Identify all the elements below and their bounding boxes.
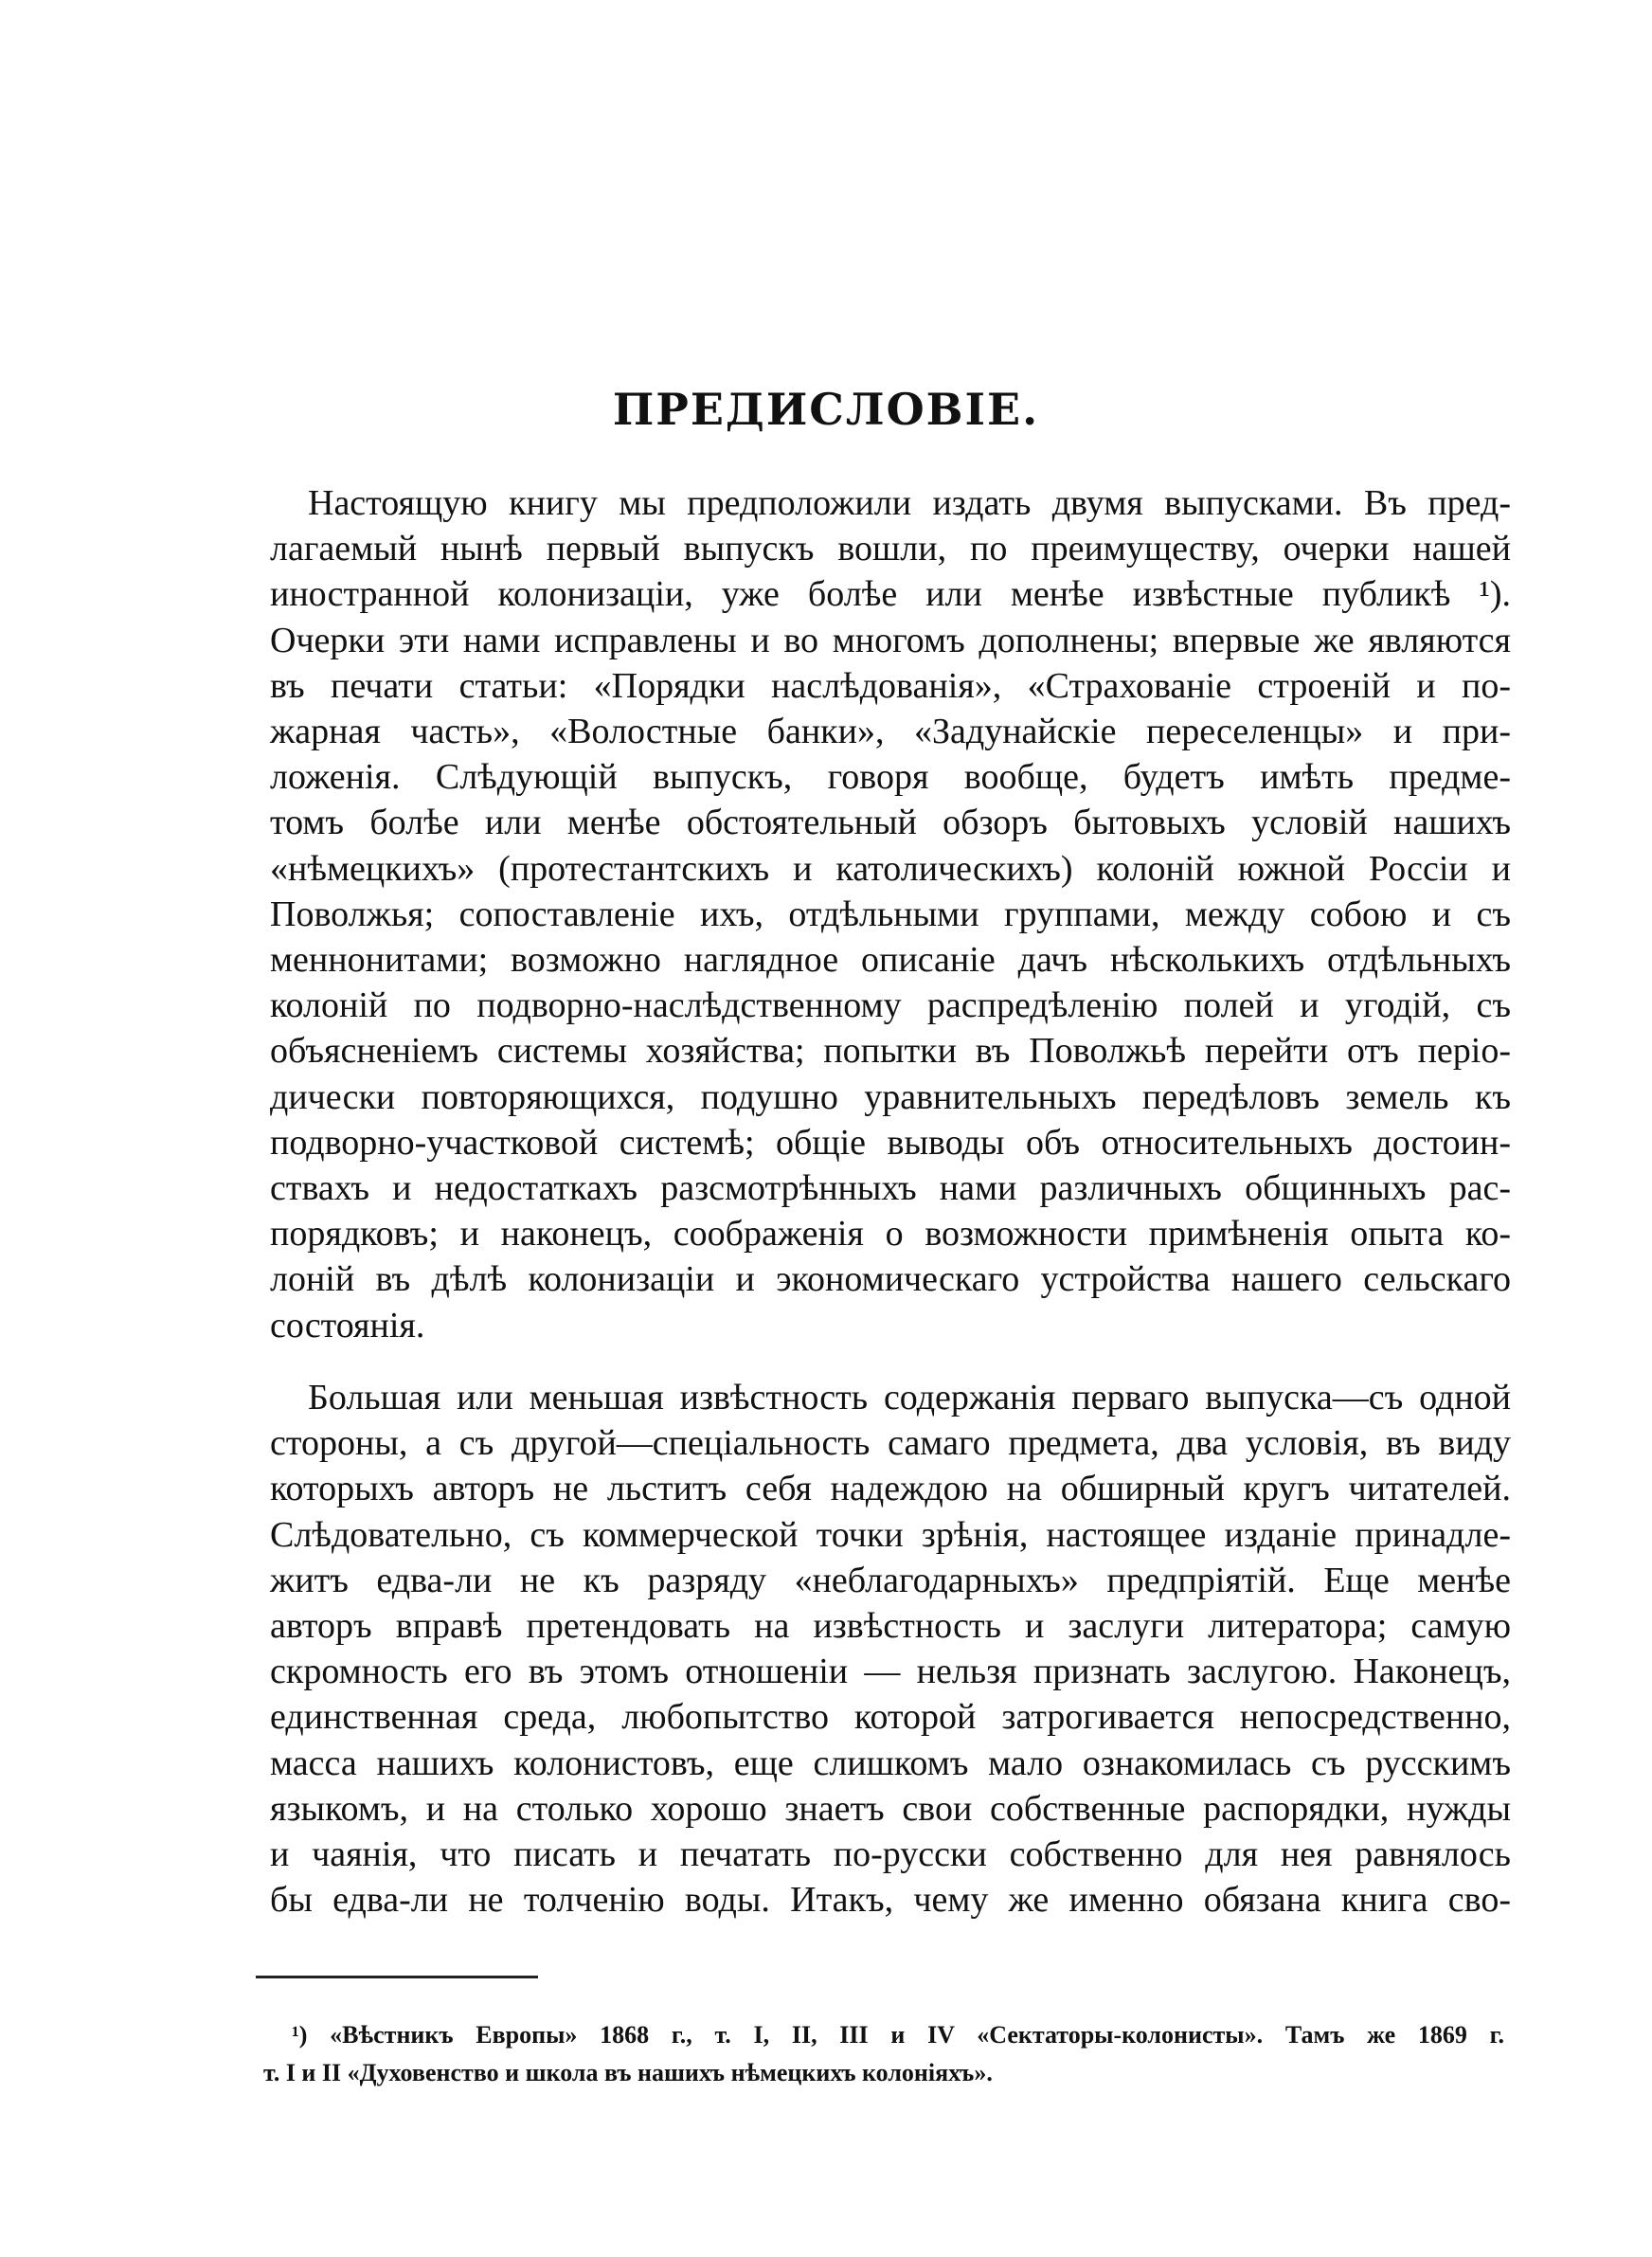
text-line: житъ едва-ли не къ разряду «неблагодарныхъ» предпріятій. Еще менѣе — [270, 1560, 1511, 1600]
text-line: Большая или меньшая извѣстность содержанія перваго выпуска—съ одной — [308, 1378, 1511, 1417]
footnote-line: т. I и II «Духовенство и школа въ нашихъ нѣмецкихъ колоніяхъ». — [263, 2059, 993, 2086]
text-line: подворно-участковой системѣ; общіе выводы объ относительныхъ достоин- — [270, 1122, 1511, 1163]
footnote — [263, 2016, 1504, 2092]
footnote-line: ¹) «Вѣстникъ Европы» 1868 г., т. I, II, III и IV «Сектаторы-колонисты». Тамъ же 1869 г. — [292, 2021, 1504, 2049]
text-line: въ печати статьи: «Порядки наслѣдованія», «Страхованіе строеній и по- — [270, 665, 1511, 706]
text-line: масса нашихъ колонистовъ, еще слишкомъ мало ознакомилась съ русскимъ — [270, 1742, 1511, 1783]
text-line: ствахъ и недостаткахъ разсмотрѣнныхъ нами различныхъ общинныхъ рас- — [270, 1168, 1511, 1209]
footnote-divider — [256, 1976, 538, 1978]
preface-paragraph-1 — [270, 480, 1511, 1348]
text-line: Слѣдовательно, съ коммерческой точки зрѣнія, настоящее изданіе принадле- — [270, 1514, 1511, 1555]
text-line: стороны, а съ другой—спеціальность самаго предмета, два условія, въ виду — [270, 1423, 1511, 1464]
text-line: томъ болѣе или менѣе обстоятельный обзоръ бытовыхъ условій нашихъ — [270, 803, 1511, 843]
text-line: иностранной колонизаціи, уже болѣе или менѣе извѣстные публикѣ ¹). — [270, 574, 1511, 615]
text-line: меннонитами; возможно наглядное описаніе дачъ нѣсколькихъ отдѣльныхъ — [270, 940, 1511, 981]
text-line: жарная часть», «Волостные банки», «Задунайскіе переселенцы» и при- — [270, 712, 1511, 752]
text-line: языкомъ, и на столько хорошо знаетъ свои собственные распорядки, нужды — [270, 1788, 1511, 1829]
text-line: бы едва-ли не толченію воды. Итакъ, чему же именно обязана книга сво- — [270, 1880, 1511, 1921]
text-line: Поволжья; сопоставленіе ихъ, отдѣльными группами, между собою и съ — [270, 894, 1511, 934]
text-line: которыхъ авторъ не льститъ себя надеждою на обширный кругъ читателей. — [270, 1469, 1511, 1509]
text-line: дически повторяющихся, подушно уравнительныхъ передѣловъ земель къ — [270, 1076, 1511, 1117]
text-line: состоянія. — [270, 1305, 425, 1345]
text-line: объясненіемъ системы хозяйства; попытки въ Поволжьѣ перейти отъ періо- — [270, 1031, 1511, 1072]
text-line: авторъ вправѣ претендовать на извѣстность и заслуги литератора; самую — [270, 1606, 1511, 1647]
text-line: колоній по подворно-наслѣдственному распредѣленію полей и угодій, съ — [270, 985, 1511, 1026]
text-line: ложенія. Слѣдующій выпускъ, говоря вообще, будетъ имѣть предме- — [270, 757, 1511, 798]
text-line: «нѣмецкихъ» (протестантскихъ и католическихъ) колоній южной Россіи и — [270, 848, 1511, 889]
page-title: ПРЕДИСЛОВІЕ. — [612, 384, 1040, 435]
text-line: скромность его въ этомъ отношеніи — нельзя признать заслугою. Наконецъ, — [270, 1652, 1511, 1692]
text-line: лоній въ дѣлѣ колонизаціи и экономическаго устройства нашего сельскаго — [270, 1259, 1511, 1300]
text-line: Настоящую книгу мы предположили издать двумя выпусками. Въ пред- — [308, 483, 1511, 523]
text-line: и чаянія, что писать и печатать по-русски собственно для нея равнялось — [270, 1834, 1511, 1875]
text-line: единственная среда, любопытство которой затрогивается непосредственно, — [270, 1697, 1511, 1738]
text-line: порядковъ; и наконецъ, соображенія о возможности примѣненія опыта ко- — [270, 1214, 1511, 1255]
text-line: Очерки эти нами исправлены и во многомъ дополнены; впервые же являются — [270, 620, 1511, 660]
preface-paragraph-2 — [270, 1375, 1511, 1923]
text-line: лагаемый нынѣ первый выпускъ вошли, по преимуществу, очерки нашей — [270, 529, 1511, 569]
